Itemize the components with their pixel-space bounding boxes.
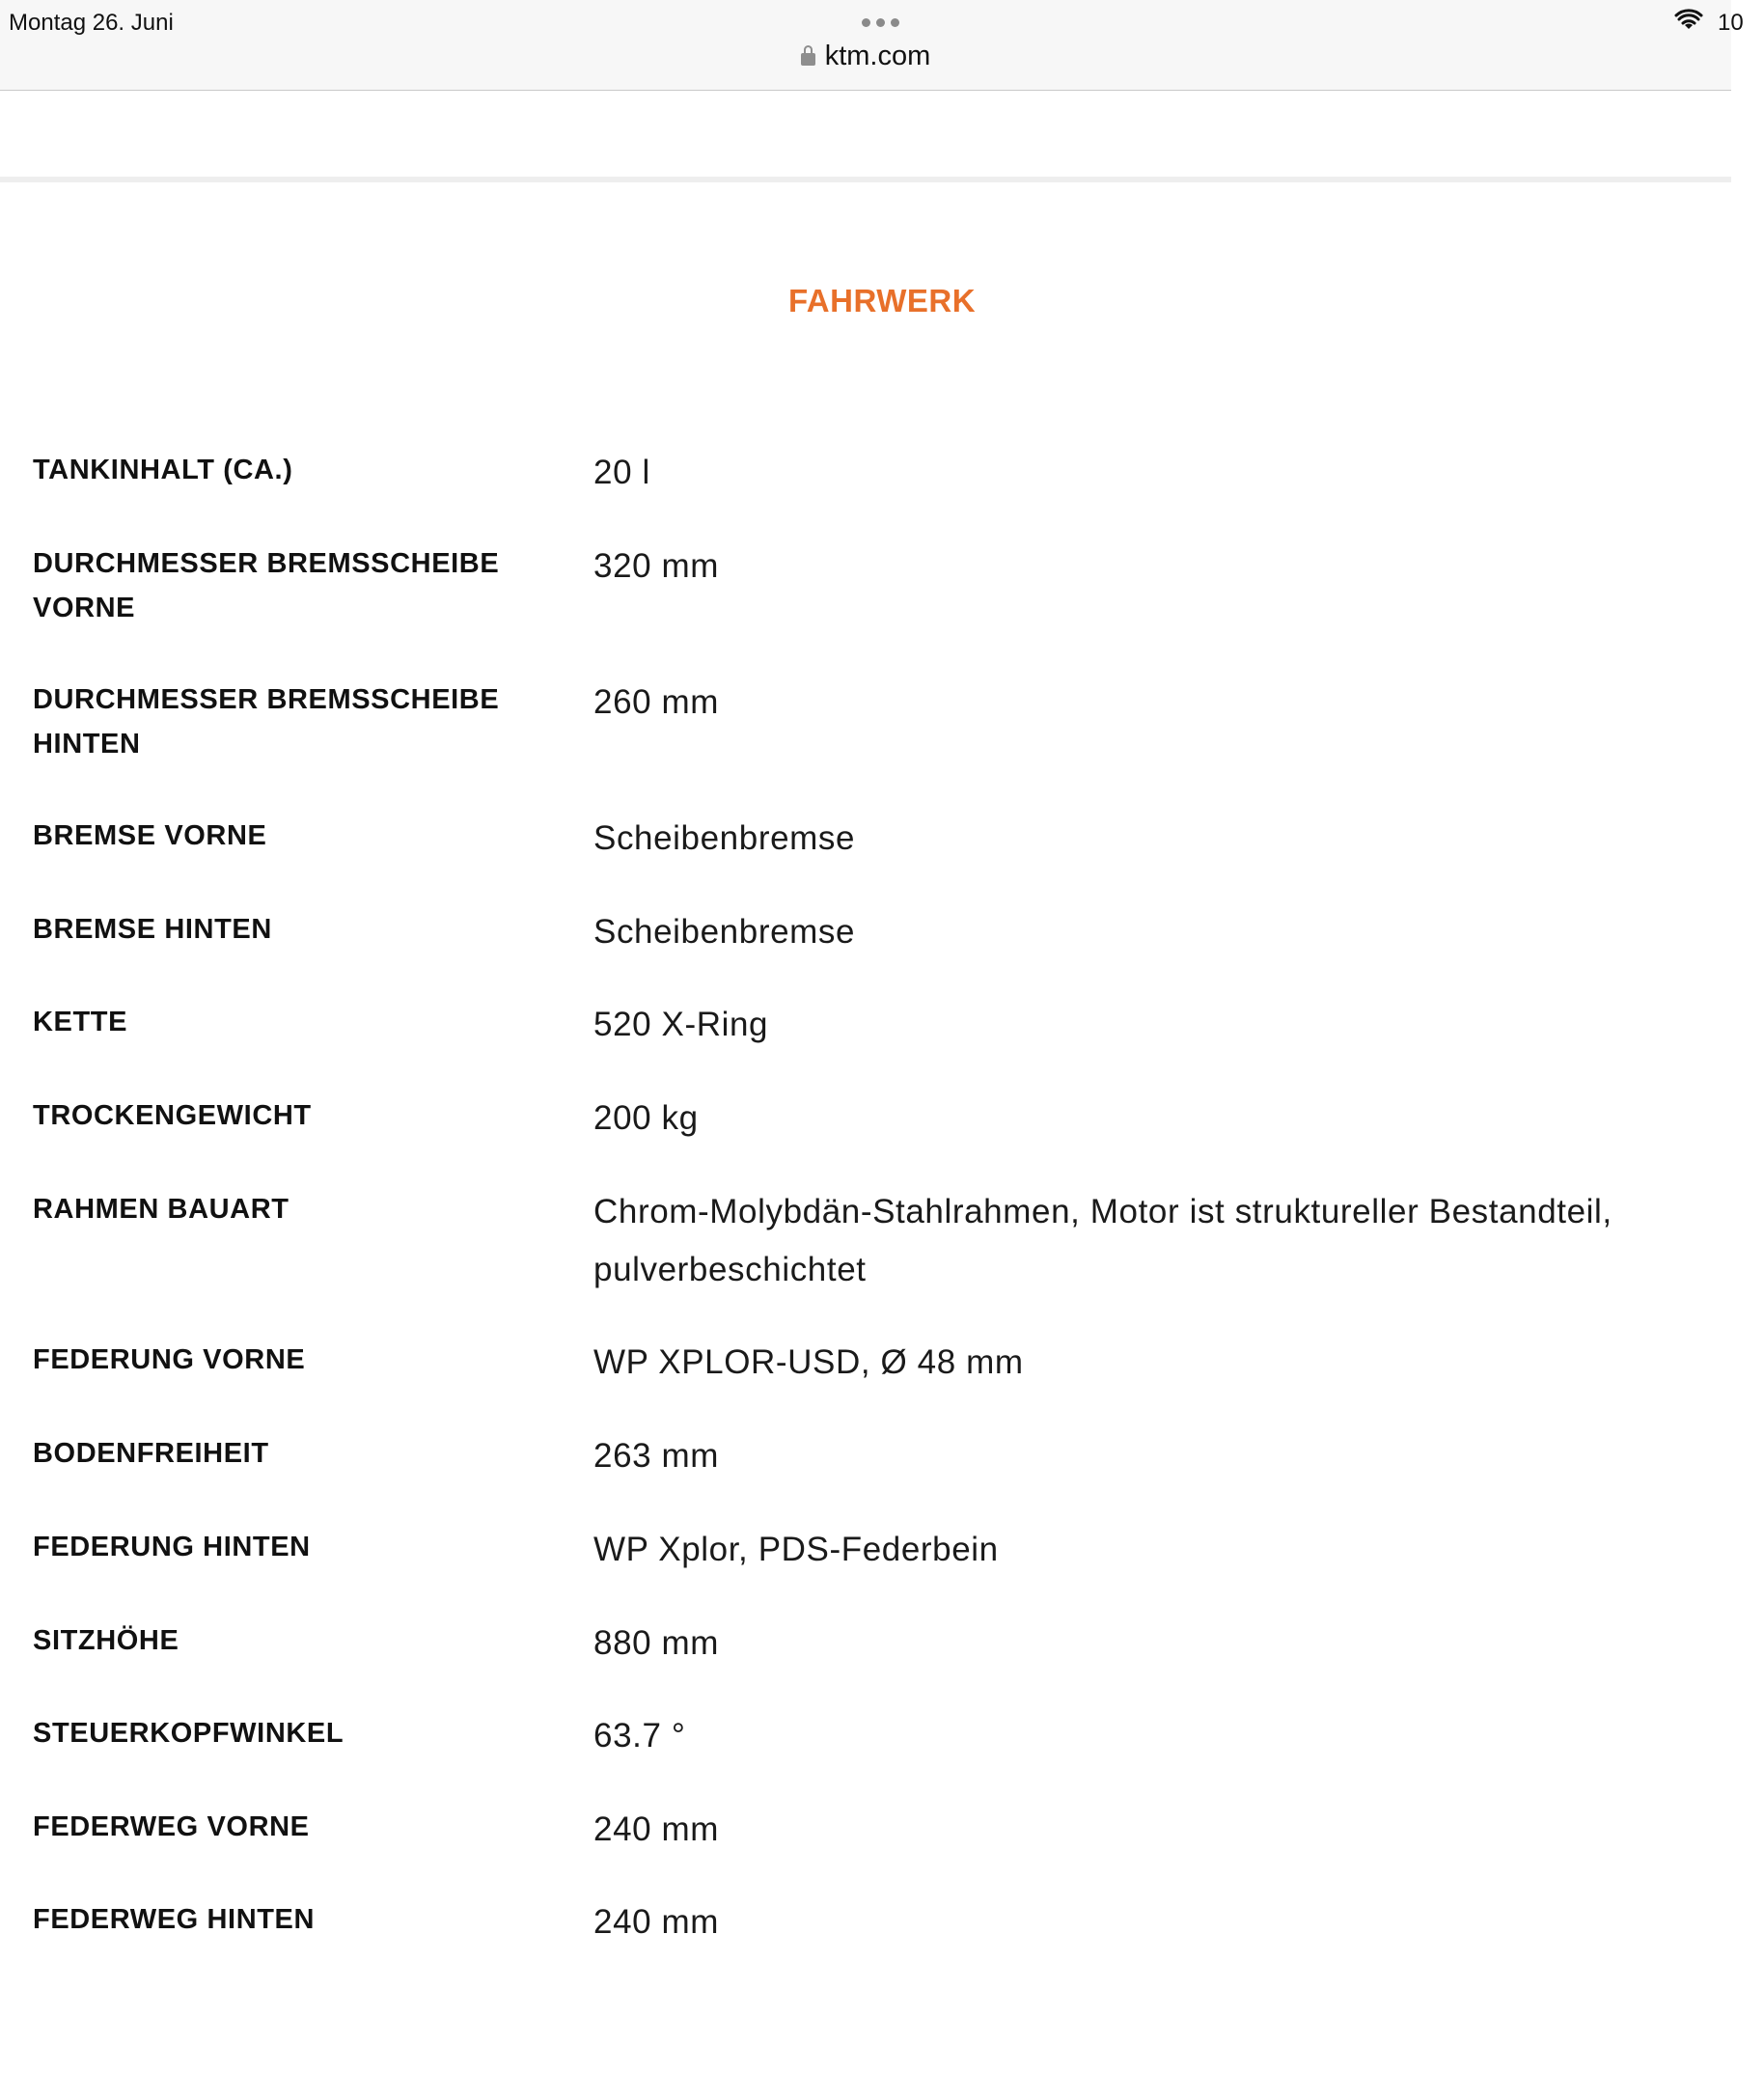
spec-label: DURCHMESSER BREMSSCHEIBE HINTEN: [33, 684, 500, 760]
spec-value: 240 mm: [593, 1810, 720, 1848]
spec-value: 200 kg: [593, 1099, 699, 1137]
spec-value: 880 mm: [593, 1624, 720, 1662]
spec-value: WP XPLOR-USD, Ø 48 mm: [593, 1343, 1024, 1381]
spec-label: FEDERUNG VORNE: [33, 1344, 306, 1375]
spec-label: STEUERKOPFWINKEL: [33, 1718, 345, 1749]
wifi-icon: [1675, 10, 1702, 31]
spec-label: TANKINHALT (CA.): [33, 455, 293, 485]
spec-value: Scheibenbremse: [593, 819, 856, 857]
spec-value: WP Xplor, PDS-Federbein: [593, 1531, 999, 1568]
spec-value: 260 mm: [593, 683, 720, 721]
spec-label: RAHMEN BAUART: [33, 1194, 289, 1225]
spec-value: 320 mm: [593, 547, 720, 585]
spec-value: 20 l: [593, 454, 650, 491]
spec-label: KETTE: [33, 1007, 128, 1037]
spec-label: SITZHÖHE: [33, 1625, 179, 1656]
spec-label: BODENFREIHEIT: [33, 1438, 269, 1469]
lock-icon: [801, 53, 815, 66]
spec-label: FEDERWEG HINTEN: [33, 1904, 316, 1935]
spec-value: Chrom-Molybdän-Stahlrahmen, Motor ist struktureller Bestandteil, pulverbeschichtet: [593, 1193, 1612, 1288]
address-url: ktm.com: [824, 41, 931, 71]
address-bar[interactable]: [0, 41, 1731, 72]
spec-label: FEDERUNG HINTEN: [33, 1532, 311, 1562]
more-dots-icon[interactable]: [862, 18, 899, 27]
spec-label: BREMSE HINTEN: [33, 914, 272, 945]
spec-value: Scheibenbremse: [593, 913, 856, 951]
spec-label: BREMSE VORNE: [33, 820, 267, 851]
spec-label: TROCKENGEWICHT: [33, 1100, 312, 1131]
spec-value: 240 mm: [593, 1903, 720, 1941]
spec-value: 520 X-Ring: [593, 1006, 769, 1043]
section-title: FAHRWERK: [787, 283, 977, 318]
browser-status-bar: [0, 0, 1744, 91]
header-divider: [0, 177, 1731, 182]
battery-percent: 10: [1718, 10, 1744, 36]
status-date: Montag 26. Juni: [9, 10, 174, 36]
spec-value: 63.7 °: [593, 1717, 686, 1755]
spec-label: DURCHMESSER BREMSSCHEIBE VORNE: [33, 548, 500, 623]
spec-value: 263 mm: [593, 1437, 720, 1475]
spec-label: FEDERWEG VORNE: [33, 1811, 310, 1842]
